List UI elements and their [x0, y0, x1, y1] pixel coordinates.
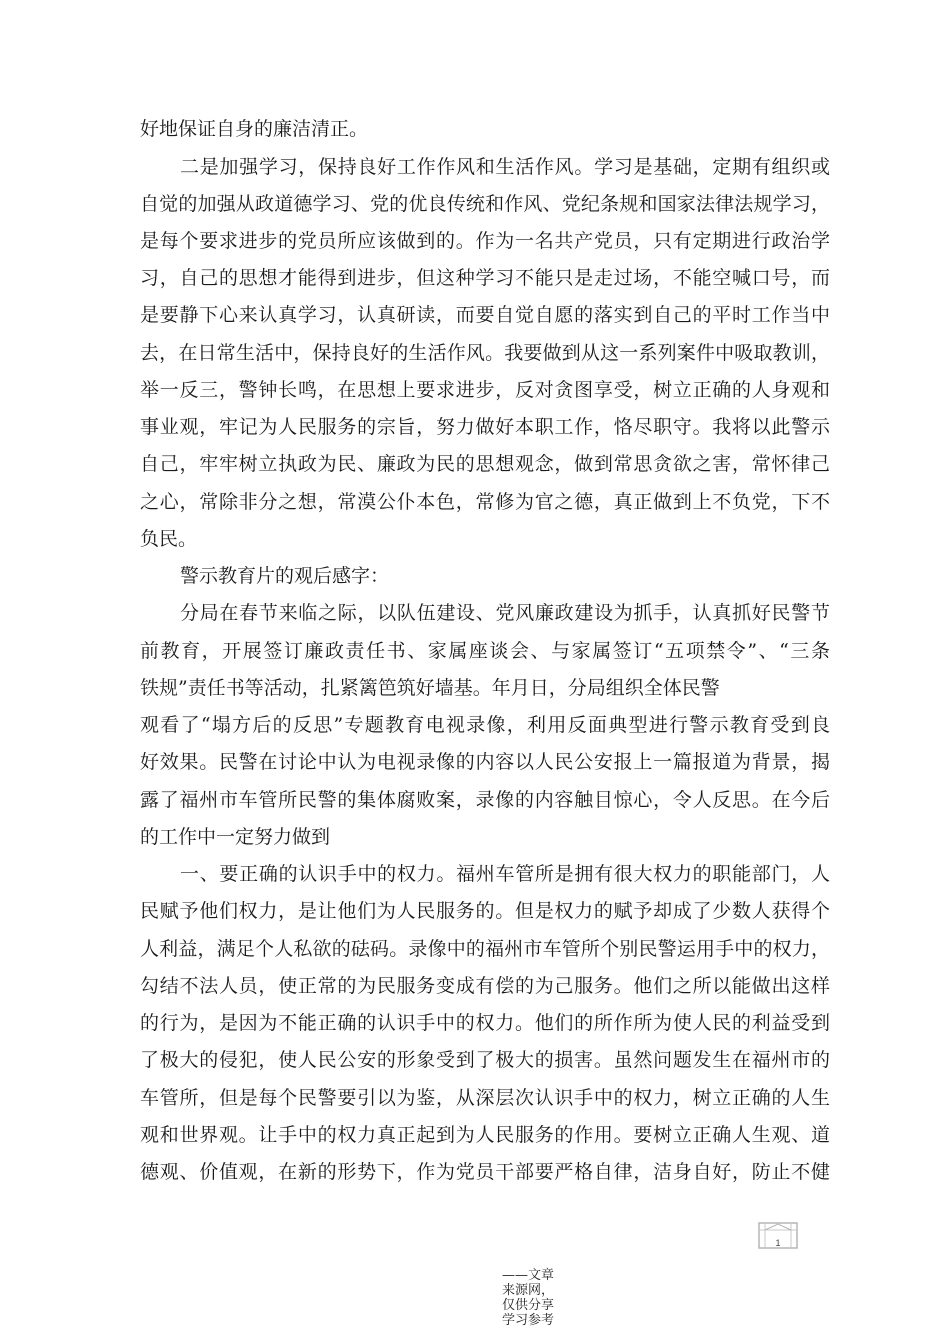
text-line: 自己，牢牢树立执政为民、廉政为民的思想观念，做到常思贪欲之害，常怀律己 [140, 453, 830, 475]
text-line: 前教育，开展签订廉政责任书、家属座谈会、与家属签订“五项禁令”、“三条 [140, 640, 830, 662]
paragraph-start-line: 分局在春节来临之际，以队伍建设、党风廉政建设为抓手，认真抓好民警节 [180, 602, 830, 624]
text-line: 民赋予他们权力，是让他们为人民服务的。但是权力的赋予却成了少数人获得个 [140, 900, 830, 922]
text-line: 人利益，满足个人私欲的砝码。录像中的福州市车管所个别民警运用手中的权力， [140, 938, 830, 960]
text-line: 德观、价值观，在新的形势下，作为党员干部要严格自律，洁身自好，防止不健 [140, 1161, 830, 1183]
text-line: 露了福州市车管所民警的集体腐败案，录像的内容触目惊心，令人反思。在今后 [140, 789, 830, 811]
page-number: 1 [775, 1238, 781, 1248]
text-line: 勾结不法人员，使正常的为民服务变成有偿的为己服务。他们之所以能做出这样 [140, 975, 830, 997]
text-line: 举一反三，警钟长鸣，在思想上要求进步，反对贪图享受，树立正确的人身观和 [140, 379, 830, 401]
page-frame-icon [757, 1221, 799, 1251]
text-line: 车管所，但是每个民警要引以为鉴，从深层次认识手中的权力，树立正确的人生 [140, 1087, 830, 1109]
text-line: 了极大的侵犯，使人民公安的形象受到了极大的损害。虽然问题发生在福州市的 [140, 1049, 830, 1071]
text-line: 负民。 [140, 528, 198, 550]
text-line: 习，自己的思想才能得到进步，但这种学习不能只是走过场，不能空喊口号，而 [140, 267, 830, 289]
text-line: 之心，常除非分之想，常漠公仆本色，常修为官之德，真正做到上不负党，下不 [140, 491, 830, 513]
text-line: 是每个要求进步的党员所应该做到的。作为一名共产党员，只有定期进行政治学 [140, 230, 830, 252]
text-line: 的行为，是因为不能正确的认识手中的权力。他们的所作所为使人民的利益受到 [140, 1012, 830, 1034]
text-line: 的工作中一定努力做到 [140, 826, 331, 848]
text-line: 观看了“塌方后的反思”专题教育电视录像，利用反面典型进行警示教育受到良 [140, 714, 830, 736]
text-line: 好地保证自身的廉洁清正。 [140, 118, 369, 140]
text-line: 去，在日常生活中，保持良好的生活作风。我要做到从这一系列案件中吸取教训， [140, 342, 830, 364]
text-line: 铁规”责任书等活动，扎紧篱笆筑好墙基。年月日，分局组织全体民警 [140, 677, 720, 699]
text-line: 自觉的加强从政道德学习、党的优良传统和作风、党纪条规和国家法律法规学习， [140, 193, 830, 215]
paragraph-start-line: 一、要正确的认识手中的权力。福州车管所是拥有很大权力的职能部门，人 [180, 863, 830, 885]
paragraph-start-line: 二是加强学习，保持良好工作作风和生活作风。学习是基础，定期有组织或 [180, 156, 830, 178]
text-line: 事业观，牢记为人民服务的宗旨，努力做好本职工作，恪尽职守。我将以此警示 [140, 416, 830, 438]
section-heading: 警示教育片的观后感字： [180, 565, 390, 587]
footer-source-note: ——文章来源网，仅供分享学习参考 [502, 1268, 555, 1328]
text-line: 观和世界观。让手中的权力真正起到为人民服务的作用。要树立正确人生观、道 [140, 1124, 830, 1146]
text-line: 好效果。民警在讨论中认为电视录像的内容以人民公安报上一篇报道为背景，揭 [140, 751, 830, 773]
page-number-badge [757, 1221, 799, 1251]
text-line: 是要静下心来认真学习，认真研读，而要自觉自愿的落实到自己的平时工作当中 [140, 304, 830, 326]
